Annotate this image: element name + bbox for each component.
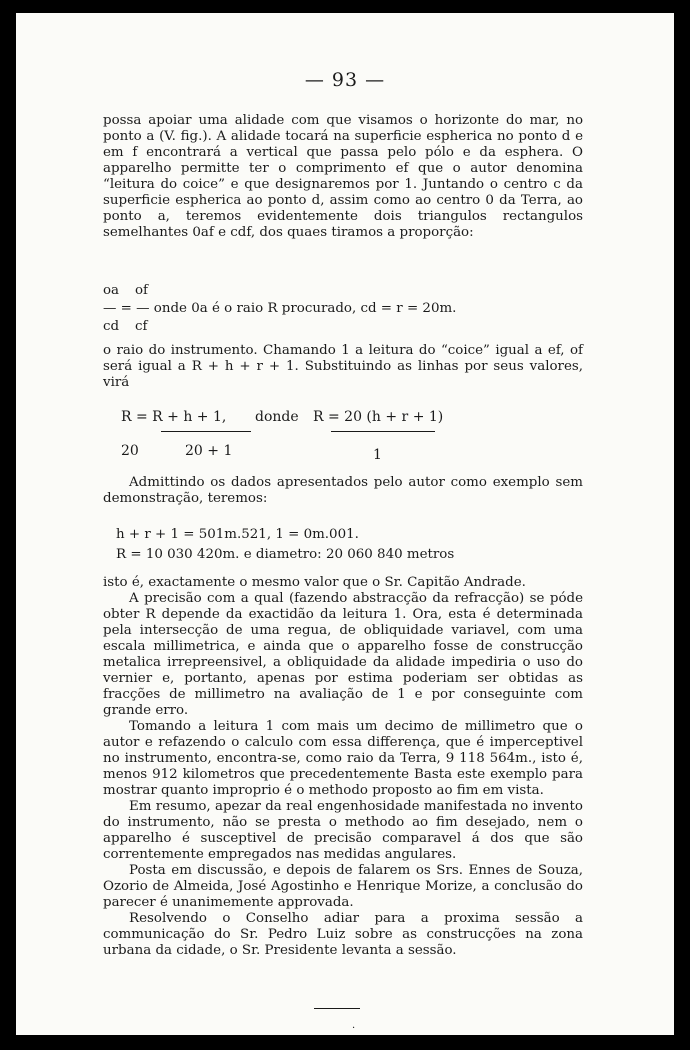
paragraph-discussion: Posta em discussão, e depois de falarem os Srs. Ennes de Souza, Ozorio de Almeida, José Agostinho e Henrique Morize, a conclusão do parecer é unanimemente approvada. [103,863,583,910]
page [16,13,674,1035]
proportion-denominator-right: cf [135,319,148,334]
paragraph-data: Admittindo os dados apresentados pelo autor como exemplo sem demonstração, teremos: [103,475,583,506]
paragraph-text: possa apoiar uma alidade com que visamos o horizonte do mar, no ponto a (V. fig.). A alidade tocará na superficie espherica no ponto d e em f encontrará a vertical que passa pelo pólo e da esphera. O apparelho permitte ter o comprimento ef que o autor denomina “leitura do coice” e que designaremos por 1. Juntando o centro c da superficie espherica ao ponto d, assim como ao centro 0 da Terra, ao ponto a, teremos evidentemente dois triangulos rectangulos semelhantes 0af e cdf, dos quaes tiramos a proporção: [103,113,583,240]
proportion-numerator-left: oa [103,283,120,298]
formula-denominator-right: 1 [373,447,382,463]
equation-radius: R = 10 030 420m. e diametro: 20 060 840 metros [116,547,455,562]
fraction-bar-right [331,431,435,432]
fraction-bar-left [161,431,251,432]
paragraph-isto: isto é, exactamente o mesmo valor que o Sr. Capitão Andrade. [103,575,526,590]
paragraph-precision: A precisão com a qual (fazendo abstracção da refracção) se póde obter R depende da exactidão da leitura 1. Ora, esta é determinada pela intersecção de uma regua, de obliquidade variavel, com uma escala millimetrica, e ainda que o apparelho fosse de construcção metalica irrepreensivel, a obliquidade da alidade impediria o uso do vernier e, portanto, apenas por estima poderiam ser obtidas as fracções de millimetro na avaliação de 1 e por conseguinte com grande erro. [103,591,583,718]
paragraph-text: o raio do instrumento. Chamando 1 a leitura do “coice” igual a ef, of será igual a R + h + r + 1. Substituindo as linhas por seus valores, virá [103,343,583,390]
paragraph-intro [103,113,583,241]
proportion-numerator-right: of [135,283,149,298]
proportion-equation: — = — onde 0a é o raio R procurado, cd = r = 20m. [103,301,457,316]
paragraph-recalculation: Tomando a leitura 1 com mais um decimo de millimetro que o autor e refazendo o calculo com essa differença, que é imperceptivel no instrumento, encontra-se, como raio da Terra, 9 118 564m., isto é, menos 912 kilometros que precedentemente Basta este exemplo para mostrar quanto improprio é o methodo proposto ao fim em vista. [103,719,583,798]
formula-top-right: R = 20 (h + r + 1) [313,409,444,425]
proportion-denominator-left: cd [103,319,120,334]
paragraph-summary: Em resumo, apezar da real engenhosidade manifestada no invento do instrumento, não se presta o methodo ao fim desejado, nem o apparelho é susceptivel de precisão comparavel á dos que são correntemente empregados nas medidas angulares. [103,799,583,862]
end-rule [314,1008,360,1009]
page-number: — 93 — [304,69,386,91]
paragraph-instrument-radius [103,343,583,391]
paragraph-adjournment: Resolvendo o Conselho adiar para a proxima sessão a communicação do Sr. Pedro Luiz sobre as construcções na zona urbana da cidade, o Sr. Presidente levanta a sessão. [103,911,583,958]
result-equations [116,525,454,565]
formula-donde: donde [255,409,299,425]
formula-denominator-a: 20 [121,443,139,459]
formula-top-left: R = R + h + 1, [121,409,227,425]
end-dot: · [352,1023,356,1034]
equation-sum: h + r + 1 = 501m.521, 1 = 0m.001. [116,527,359,542]
body-text [103,575,583,959]
formula-denominator-b: 20 + 1 [185,443,233,459]
